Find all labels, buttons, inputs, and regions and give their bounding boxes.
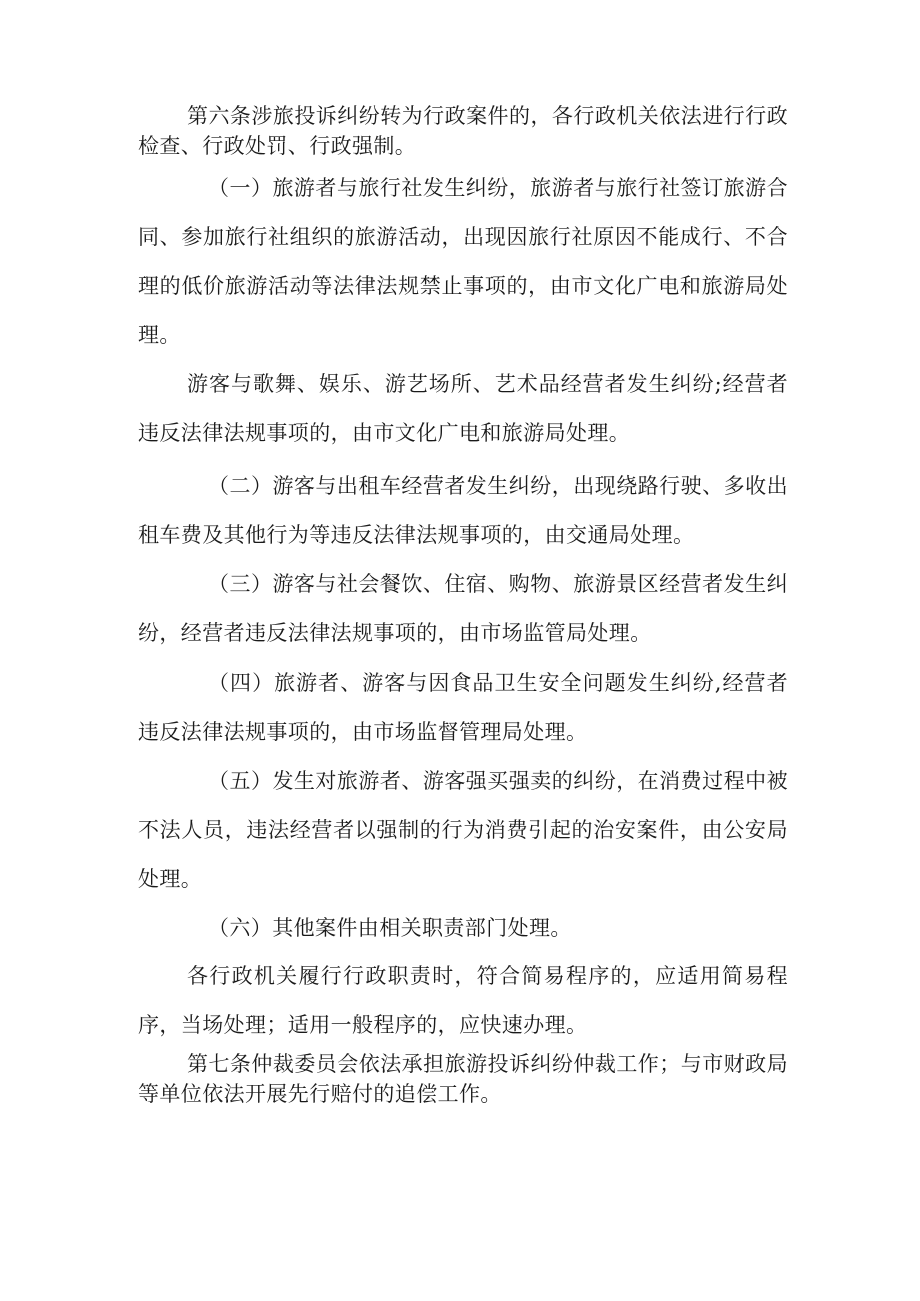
item-3-text: （三）游客与社会餐饮、住宿、购物、旅游景区经营者发生纠纷，经营者违反法律法规事项的，由市场监管局处理。: [138, 572, 788, 645]
procedure-paragraph: [138, 952, 788, 1050]
item-5-text: （五）发生对旅游者、游客强买强卖的纠纷，在消费过程中被不法人员，违法经营者以强制的行为消费引起的治安案件，由公安局处理。: [138, 769, 788, 891]
article-7-paragraph: [138, 1049, 788, 1109]
article-6-paragraph: [138, 101, 788, 161]
item-1-paragraph: [138, 164, 788, 360]
article-6-text: 第六条涉旅投诉纠纷转为行政案件的，各行政机关依法进行行政检查、行政处罚、行政强制。: [138, 104, 788, 158]
item-2-paragraph: [138, 462, 788, 560]
item-2-text: （二）游客与出租车经营者发生纠纷，出现绕路行驶、多收出租车费及其他行为等违反法律法规事项的，由交通局处理。: [138, 474, 788, 547]
item-1-sub-text: 游客与歌舞、娱乐、游艺场所、艺术品经营者发生纠纷;经营者违反法律法规事项的，由市文化广电和旅游局处理。: [138, 372, 788, 445]
procedure-text: 各行政机关履行行政职责时，符合简易程序的，应适用简易程序，当场处理；适用一般程序的，应快速办理。: [138, 964, 788, 1037]
item-1-text: （一）旅游者与旅行社发生纠纷，旅游者与旅行社签订旅游合同、参加旅行社组织的旅游活动，出现因旅行社原因不能成行、不合理的低价旅游活动等法律法规禁止事项的，由市文化广电和旅游局处理。: [138, 176, 788, 347]
item-4-paragraph: [138, 659, 788, 757]
item-5-paragraph: [138, 757, 788, 904]
item-4-text: （四）旅游者、游客与因食品卫生安全问题发生纠纷,经营者违反法律法规事项的，由市场监督管理局处理。: [138, 671, 788, 744]
item-1-sub-paragraph: [138, 360, 788, 458]
item-6-text: （六）其他案件由相关职责部门处理。: [208, 916, 572, 940]
item-6-paragraph: [138, 904, 788, 953]
item-3-paragraph: [138, 560, 788, 658]
article-7-text: 第七条仲裁委员会依法承担旅游投诉纠纷仲裁工作；与市财政局等单位依法开展先行赔付的追偿工作。: [138, 1052, 788, 1106]
